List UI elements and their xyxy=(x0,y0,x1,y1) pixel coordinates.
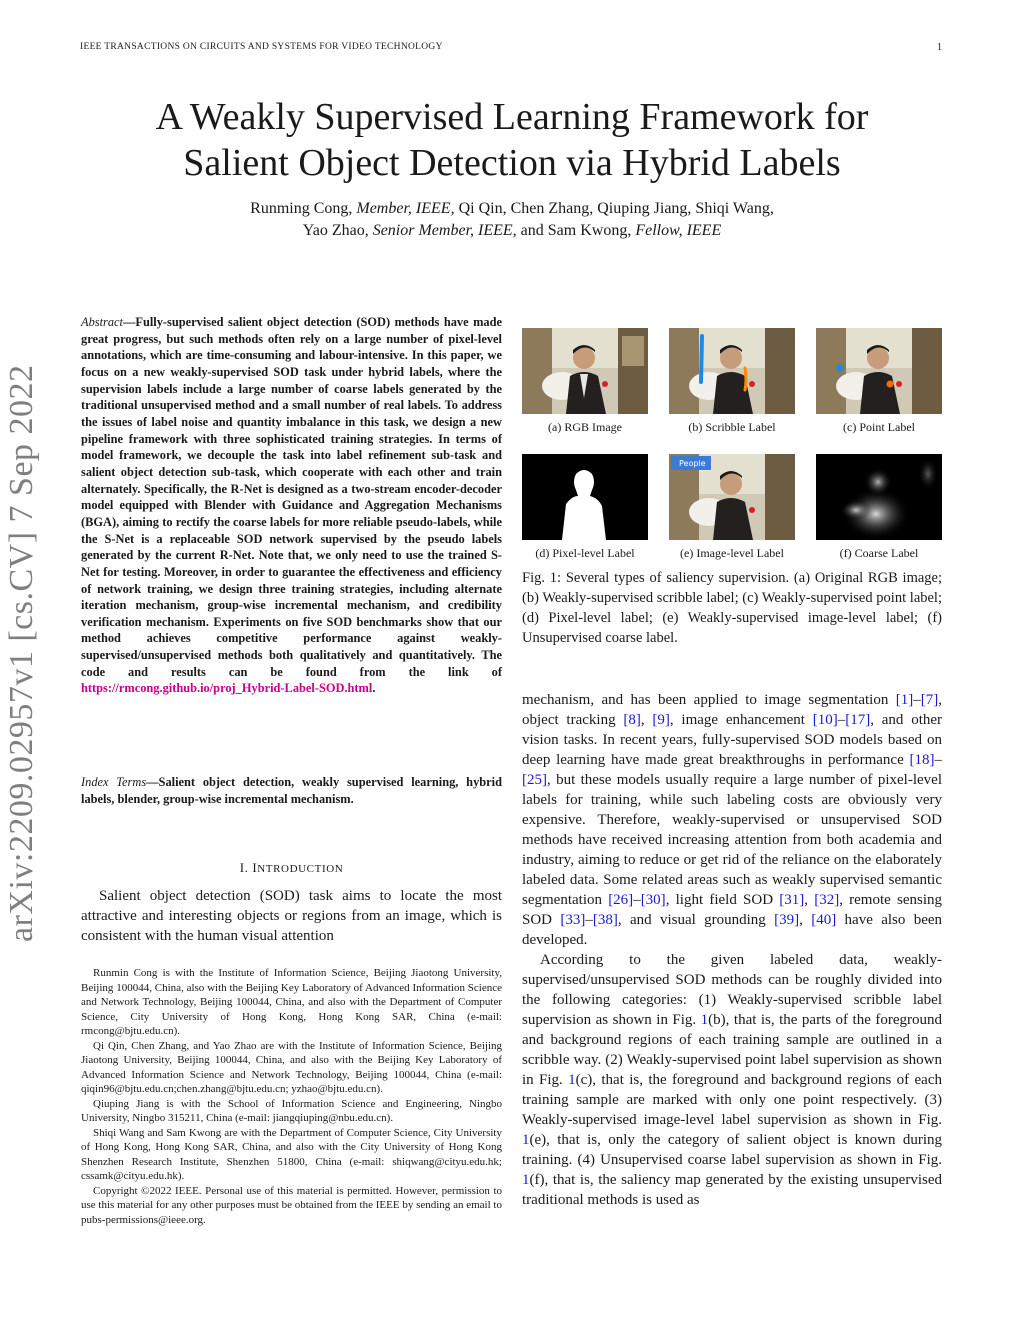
title-line-2: Salient Object Detection via Hybrid Labels xyxy=(183,142,841,184)
coarse-label-tile xyxy=(816,454,942,540)
text-run: , xyxy=(640,712,653,728)
footnote: Qi Qin, Chen Zhang, and Yao Zhao are with the Institute of Information Science, Beijing Jiaotong University, Beijing 100044, China, and also with the Beijing Key Laboratory of Advanced Information Science and Network Technology, Beijing 100044, China (e-mail: qiqin96@bjtu.edu.cn;chen.zhang@bjtu.edu.cn; yzhao@bjtu.edu.cn). xyxy=(81,1039,502,1095)
text-run: – xyxy=(934,752,942,768)
text-run: , light field SOD xyxy=(665,892,780,908)
point-image xyxy=(816,328,942,414)
figure-link[interactable]: 1 xyxy=(522,1132,530,1148)
footnotes xyxy=(81,966,502,1227)
image-level-label-tile xyxy=(669,454,795,540)
text-run: (f), that is, the saliency map generated by the existing unsupervised traditional methods is used as xyxy=(522,1172,942,1208)
text-run: mechanism, and has been applied to image segmentation xyxy=(522,692,896,708)
author-affil: Fellow, IEEE xyxy=(635,222,722,239)
scribble-label-tile xyxy=(669,328,795,414)
paragraph xyxy=(522,690,942,950)
abstract-end: . xyxy=(372,681,376,696)
citation-link[interactable]: [31] xyxy=(779,892,805,908)
paragraph xyxy=(522,950,942,1210)
intro-paragraph: Salient object detection (SOD) task aims to locate the most attractive and interesting objects or regions from an image, which is consistent with the human visual attention xyxy=(81,888,502,944)
text-run: , and other vision tasks. In recent years, fully-supervised SOD models based on deep learning have made great breakthroughs in performance xyxy=(522,712,943,768)
index-terms-body: —Salient object detection, weakly supervised learning, hybrid labels, blender, group-wise incremental mechanism. xyxy=(81,775,502,806)
citation-link[interactable]: [25] xyxy=(522,772,547,788)
scribble-image xyxy=(669,328,795,414)
caption-b: (b) Scribble Label xyxy=(688,420,776,434)
author-text: Qi Qin, Chen Zhang, Qiuping Jiang, Shiqi Wang, xyxy=(458,200,774,217)
caption-e: (e) Image-level Label xyxy=(680,546,784,560)
citation-link[interactable]: [10] xyxy=(812,712,838,728)
title-line-1: A Weakly Supervised Learning Framework for xyxy=(155,96,869,138)
citation-link[interactable]: [33] xyxy=(560,912,586,928)
caption-f: (f) Coarse Label xyxy=(839,546,919,560)
pixel-label-tile xyxy=(522,454,648,540)
figure-link[interactable]: 1 xyxy=(522,1172,530,1188)
footnote: Qiuping Jiang is with the School of Information Science and Engineering, Ningbo University, Ningbo 315211, China (e-mail: jiangqiuping@nbu.edu.cn). xyxy=(81,1097,502,1124)
text-run: – xyxy=(837,712,846,728)
citation-link[interactable]: [1] xyxy=(895,692,914,708)
author-affil: Senior Member, IEEE, xyxy=(372,222,517,239)
text-run: (e), that is, only the category of salient object is known during training. (4) Unsupervised coarse label supervision as shown in Fig. xyxy=(522,1132,942,1168)
citation-link[interactable]: [30] xyxy=(640,892,666,908)
section-rest: NTRODUCTION xyxy=(257,863,344,875)
image-level-image xyxy=(669,454,795,540)
text-run: , object tracking xyxy=(522,692,942,728)
running-head: IEEE TRANSACTIONS ON CIRCUITS AND SYSTEMS FOR VIDEO TECHNOLOGY xyxy=(80,42,443,52)
paper-title xyxy=(60,94,964,186)
citation-link[interactable]: [39] xyxy=(774,912,800,928)
figure-1-caption: Fig. 1: Several types of saliency supervision. (a) Original RGB image; (b) Weakly-supervised scribble label; (c) Weakly-supervised point label; (d) Pixel-level label; (e) Weakly-supervised image-level label; (f) Unsupervised coarse label. xyxy=(522,570,942,646)
people-tag: People xyxy=(679,459,706,468)
text-run: , remote sensing SOD xyxy=(522,892,943,928)
text-run: (b), that is, the parts of the foreground and background regions of each training sample are outlined in a scribble way. (2) Weakly-supervised point label supervision as shown in Fig. xyxy=(522,1012,942,1088)
figure-row-1 xyxy=(522,328,942,440)
section-heading-introduction xyxy=(81,860,502,876)
author-text: and Sam Kwong, xyxy=(520,222,632,239)
citation-link[interactable]: [38] xyxy=(592,912,618,928)
text-run: , xyxy=(804,892,815,908)
text-run: (c), that is, the foreground and background regions of each training sample are marked with only one point respectively. (3) Weakly-supervised image-level label supervision as shown in Fig. xyxy=(522,1072,942,1128)
text-run: According to the given labeled data, weakly-supervised/unsupervised SOD methods can be roughly divided into the following categories: (1) Weakly-supervised scribble label supervision as shown in Fig. xyxy=(522,952,942,1028)
figure-link[interactable]: 1 xyxy=(568,1072,576,1088)
text-run: – xyxy=(633,892,641,908)
text-run: have also been developed. xyxy=(522,912,943,948)
right-column-body xyxy=(522,690,942,1210)
abstract xyxy=(81,314,502,697)
citation-link[interactable]: [26] xyxy=(608,892,634,908)
author-affil: Member, IEEE, xyxy=(356,200,455,217)
project-link[interactable]: https://rmcong.github.io/proj_Hybrid-Label-SOD.html xyxy=(81,681,373,696)
caption-d: (d) Pixel-level Label xyxy=(535,546,635,560)
pixel-mask-image xyxy=(522,454,648,540)
text-run: , xyxy=(799,912,812,928)
arxiv-side-label: arXiv:2209.02957v1 [cs.CV] 7 Sep 2022 xyxy=(3,364,40,942)
citation-link[interactable]: [7] xyxy=(920,692,939,708)
index-terms xyxy=(81,774,502,807)
index-terms-lead: Index Terms xyxy=(81,775,147,789)
citation-link[interactable]: [32] xyxy=(814,892,840,908)
footnote: Runmin Cong is with the Institute of Information Science, Beijing Jiaotong University, Beijing 100044, China, also with the Beijing Key Laboratory of Advanced Information Science and Network Technology, Beijing 100044, China, and also with the Department of Computer Science, City University of Hong Kong, Hong Kong SAR, China (e-mail: rmcong@bjtu.edu.cn). xyxy=(81,967,502,1037)
text-run: , and visual grounding xyxy=(617,912,775,928)
citation-link[interactable]: [8] xyxy=(623,712,641,728)
author-text: Runming Cong, xyxy=(250,200,353,217)
author-list xyxy=(60,198,964,242)
page-number: 1 xyxy=(937,42,942,53)
coarse-map-image xyxy=(816,454,942,540)
section-num: I. I xyxy=(239,860,258,875)
citation-link[interactable]: [17] xyxy=(845,712,871,728)
caption-a: (a) RGB Image xyxy=(548,420,622,434)
text-run: , image enhancement xyxy=(669,712,813,728)
citation-link[interactable]: [40] xyxy=(811,912,837,928)
figure-link[interactable]: 1 xyxy=(700,1012,709,1028)
caption-c: (c) Point Label xyxy=(843,420,915,434)
footnote: Copyright ©2022 IEEE. Personal use of this material is permitted. However, permission to use this material for any other purposes must be obtained from the IEEE by sending an email to pubs-permissions@ieee.org. xyxy=(81,1184,502,1226)
text-run: , but these models usually require a large number of pixel-level labels for training, while such labeling costs are obviously very expensive. Therefore, weakly-supervised or unsupervised SOD methods have received increasing attention from both academia and industry, aiming to reduce or get rid of the reliance on the elaborately labeled data. Some related areas such as weakly supervised semantic segmentation xyxy=(522,772,942,908)
citation-link[interactable]: [18] xyxy=(909,752,935,768)
footnote: Shiqi Wang and Sam Kwong are with the Department of Computer Science, City University of Hong Kong, Hong Kong SAR, China, and also with the City University of Hong Kong Shenzhen Research Institute, Shenzhen 51800, China (e-mail: shiqwang@cityu.edu.hk; cssamk@cityu.edu.hk). xyxy=(81,1126,502,1182)
citation-link[interactable]: [9] xyxy=(652,712,670,728)
rgb-image xyxy=(522,328,648,414)
rgb-image-tile xyxy=(522,328,648,414)
abstract-body: —Fully-supervised salient object detection (SOD) methods have made great progress, but such methods often rely on a large number of pixel-level annotations, which are time-consuming and labour-intensive. In this paper, we focus on a new weakly-supervised SOD task under hybrid labels, where the supervision labels include a large number of coarse labels generated by the traditional unsupervised method and a small number of real labels. To address the issues of label noise and quantity imbalance in this task, we design a new pipeline framework with three sophisticated training strategies. In terms of model framework, we decouple the task into label refinement sub-task and salient object detection sub-task, which cooperate with each other and train alternately. Specifically, the R-Net is designed as a two-stream encoder-decoder model equipped with Blender with Guidance and Aggregation Mechanisms (BGA), aiming to rectify the coarse labels for more reliable pseudo-labels, while the S-Net is a replaceable SOD network supervised by the pseudo labels generated by the current R-Net. Note that, we only need to use the trained S-Net for testing. Moreover, in order to guarantee the effectiveness and efficiency of network training, we design three training strategies, including alternate iteration mechanism, group-wise incremental mechanism, and credibility verification mechanism. Experiments on five SOD benchmarks show that our method achieves competitive performance against weakly-supervised/unsupervised methods both qualitatively and quantitatively. The code and results can be found from the link of xyxy=(81,315,502,679)
text-run: – xyxy=(913,692,921,708)
text-run: – xyxy=(585,912,593,928)
abstract-lead: Abstract xyxy=(81,315,123,329)
point-label-tile xyxy=(816,328,942,414)
author-text: Yao Zhao, xyxy=(302,222,369,239)
figure-row-2 xyxy=(522,454,942,566)
